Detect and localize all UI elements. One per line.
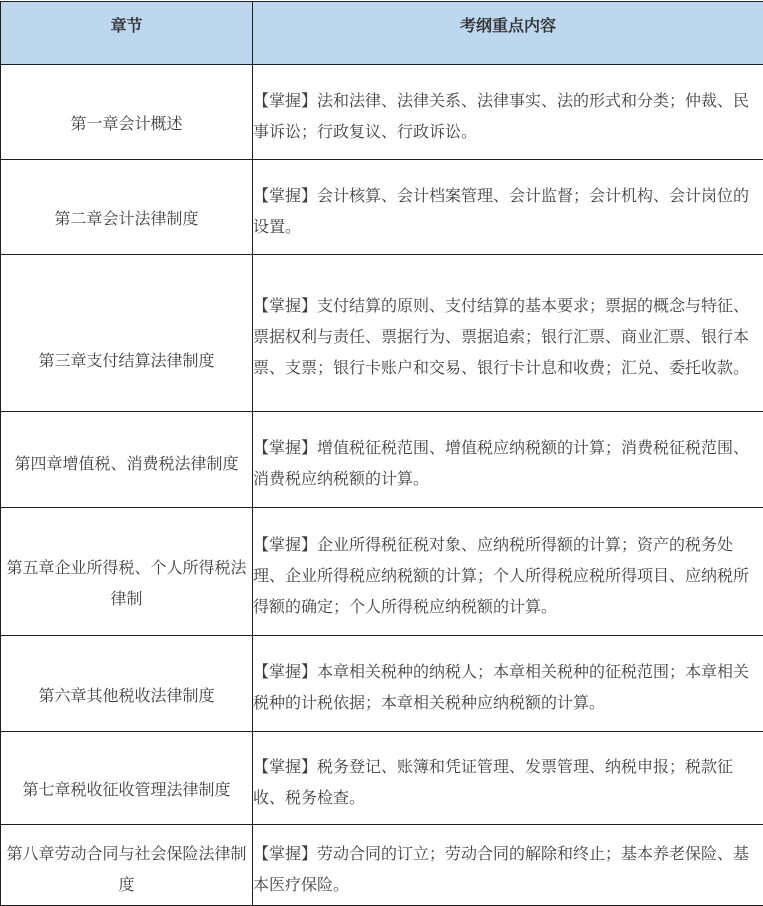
- chapter-text: 第四章增值税、消费税法律制度: [1, 441, 252, 479]
- table-row: [1, 255, 763, 412]
- content-cell: [253, 732, 763, 825]
- table-row: [1, 160, 763, 255]
- content-text: 【掌握】税务登记、账簿和凭证管理、发票管理、纳税申报；税款征收、税务检查。: [253, 744, 763, 813]
- content-text: 【掌握】支付结算的原则、支付结算的基本要求；票据的概念与特征、票据权利与责任、票据行为、票据追索；银行汇票、商业汇票、银行本票、支票；银行卡账户和交易、银行卡计息和收费；汇兑、委托收款。: [253, 283, 763, 383]
- content-cell: [253, 508, 763, 636]
- content-text: 【掌握】企业所得税征税对象、应纳税所得额的计算；资产的税务处理、企业所得税应纳税额的计算；个人所得税应税所得项目、应纳税所得额的确定；个人所得税应纳税额的计算。: [253, 522, 763, 622]
- chapter-cell: [1, 412, 253, 508]
- content-cell: [253, 636, 763, 732]
- table-row: [1, 825, 763, 906]
- table-row: [1, 65, 763, 160]
- chapter-text: 第二章会计法律制度: [1, 180, 252, 234]
- chapter-cell: [1, 255, 253, 412]
- chapter-text: 第一章会计概述: [1, 85, 252, 139]
- header-content: 考纲重点内容: [253, 2, 763, 65]
- chapter-cell: [1, 636, 253, 732]
- chapter-text: 第六章其他税收法律制度: [1, 657, 252, 711]
- content-cell: [253, 412, 763, 508]
- content-cell: [253, 160, 763, 255]
- content-text: 【掌握】增值税征税范围、增值税应纳税额的计算；消费税征税范围、消费税应纳税额的计算。: [253, 425, 763, 494]
- chapter-cell: [1, 732, 253, 825]
- chapter-cell: [1, 825, 253, 906]
- content-text: 【掌握】会计核算、会计档案管理、会计监督；会计机构、会计岗位的设置。: [253, 173, 763, 242]
- syllabus-table: [0, 1, 763, 906]
- chapter-text: 第七章税收征收管理法律制度: [1, 752, 252, 805]
- table-row: [1, 412, 763, 508]
- chapter-cell: [1, 508, 253, 636]
- content-cell: [253, 65, 763, 160]
- table-row: [1, 636, 763, 732]
- chapter-cell: [1, 65, 253, 160]
- content-cell: [253, 825, 763, 906]
- table-row: [1, 732, 763, 825]
- content-text: 【掌握】法和法律、法律关系、法律事实、法的形式和分类；仲裁、民事诉讼；行政复议、行政诉讼。: [253, 78, 763, 147]
- content-cell: [253, 255, 763, 412]
- table-row: [1, 508, 763, 636]
- chapter-text: 第八章劳动合同与社会保险法律制度: [1, 831, 252, 900]
- content-text: 【掌握】劳动合同的订立；劳动合同的解除和终止；基本养老保险、基本医疗保险。: [253, 831, 763, 900]
- chapter-text: 第三章支付结算法律制度: [1, 291, 252, 376]
- header-chapter: 章节: [1, 2, 253, 65]
- header-row: [1, 2, 763, 65]
- chapter-cell: [1, 160, 253, 255]
- chapter-text: 第五章企业所得税、个人所得税法律制: [1, 529, 252, 614]
- content-text: 【掌握】本章相关税种的纳税人；本章相关税种的征税范围；本章相关税种的计税依据；本章相关税种应纳税额的计算。: [253, 649, 763, 718]
